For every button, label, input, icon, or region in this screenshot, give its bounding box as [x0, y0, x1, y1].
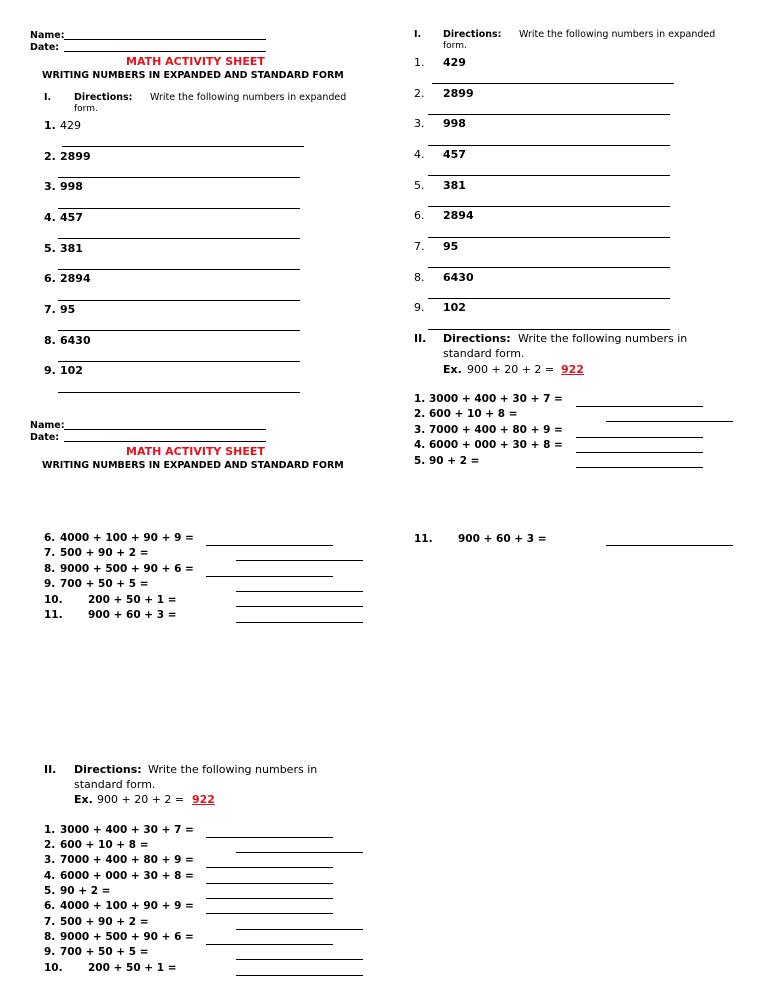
answer-line[interactable]	[236, 591, 363, 592]
item-number: 2.	[414, 87, 425, 100]
answer-line[interactable]	[428, 114, 670, 115]
eq-expression: 900 + 60 + 3 =	[88, 609, 177, 621]
answer-line[interactable]	[62, 146, 304, 147]
eq-expression: 3000 + 400 + 30 + 7 =	[429, 393, 563, 405]
item-number: 4.	[414, 148, 425, 161]
answer-line[interactable]	[428, 267, 670, 268]
item-value: 381	[60, 242, 83, 255]
item-value: 457	[60, 211, 83, 224]
part1-directions-text-2: form.	[74, 104, 98, 114]
eq-expression: 7000 + 400 + 80 + 9 =	[60, 854, 194, 866]
item-value: 95	[443, 240, 459, 253]
date-line[interactable]	[64, 51, 266, 52]
part2-directions-text: Write the following numbers in	[518, 332, 688, 345]
answer-line[interactable]	[606, 545, 733, 546]
answer-line[interactable]	[576, 437, 703, 438]
eq-number: 7.	[44, 547, 56, 559]
eq-number: 4.	[44, 870, 56, 882]
sheet-subtitle: WRITING NUMBERS IN EXPANDED AND STANDARD FORM	[42, 460, 344, 471]
item-value: 2899	[443, 87, 474, 100]
eq-number: 8.	[44, 931, 56, 943]
answer-line[interactable]	[576, 467, 703, 468]
item-number: 6.	[414, 209, 425, 222]
eq-number: 1.	[44, 824, 56, 836]
eq-expression: 4000 + 100 + 90 + 9 =	[60, 900, 194, 912]
date-line[interactable]	[64, 441, 266, 442]
item-value: 6430	[60, 334, 91, 347]
example-expression: 900 + 20 + 2 =	[467, 363, 555, 376]
answer-line[interactable]	[206, 576, 333, 577]
part2-roman: II.	[414, 332, 427, 345]
name-label: Name:	[30, 30, 65, 41]
eq-expression: 4000 + 100 + 90 + 9 =	[60, 532, 194, 544]
item-number: 3.	[414, 117, 425, 130]
item-number: 8.	[44, 334, 56, 347]
name-line[interactable]	[64, 429, 266, 430]
item-value: 429	[60, 119, 81, 132]
eq-number: 5.	[44, 885, 56, 897]
item-number: 9.	[414, 301, 425, 314]
answer-line[interactable]	[236, 622, 363, 623]
eq-expression: 600 + 10 + 8 =	[429, 408, 518, 420]
part2-directions-text-2: standard form.	[74, 778, 156, 791]
item-number: 4.	[44, 211, 56, 224]
date-label: Date:	[30, 432, 60, 443]
item-number: 1.	[44, 119, 56, 132]
sheet-title: MATH ACTIVITY SHEET	[126, 55, 265, 68]
eq-expression: 700 + 50 + 5 =	[60, 946, 149, 958]
item-value: 102	[60, 364, 83, 377]
eq-number: 8.	[44, 563, 56, 575]
eq-expression: 900 + 60 + 3 =	[458, 533, 547, 545]
eq-expression: 500 + 90 + 2 =	[60, 547, 149, 559]
eq-expression: 90 + 2 =	[60, 885, 111, 897]
eq-expression: 600 + 10 + 8 =	[60, 839, 149, 851]
part1-roman: I.	[414, 29, 422, 40]
example-label: Ex.	[443, 363, 462, 376]
answer-line[interactable]	[236, 606, 363, 607]
sheet-title: MATH ACTIVITY SHEET	[126, 445, 265, 458]
item-number: 1.	[414, 56, 425, 69]
answer-line[interactable]	[58, 361, 300, 362]
answer-line[interactable]	[58, 269, 300, 270]
item-value: 2894	[443, 209, 474, 222]
item-number: 3.	[44, 180, 56, 193]
eq-number: 5.	[414, 455, 426, 467]
item-number: 7.	[414, 240, 425, 253]
part1-roman: I.	[44, 92, 52, 103]
eq-number: 6.	[44, 900, 56, 912]
eq-expression: 200 + 50 + 1 =	[88, 594, 177, 606]
eq-expression: 500 + 90 + 2 =	[60, 916, 149, 928]
eq-number: 10.	[44, 594, 63, 606]
answer-line[interactable]	[236, 929, 363, 930]
eq-number: 7.	[44, 916, 56, 928]
eq-number: 6.	[44, 532, 56, 544]
item-value: 429	[443, 56, 466, 69]
answer-line[interactable]	[606, 421, 733, 422]
part1-directions-text-2: form.	[443, 41, 467, 51]
item-value: 6430	[443, 271, 474, 284]
item-number: 8.	[414, 271, 425, 284]
answer-line[interactable]	[576, 452, 703, 453]
answer-line[interactable]	[58, 208, 300, 209]
name-label: Name:	[30, 420, 65, 431]
answer-line[interactable]	[236, 852, 363, 853]
answer-line[interactable]	[576, 406, 703, 407]
part2-roman: II.	[44, 763, 57, 776]
eq-expression: 700 + 50 + 5 =	[60, 578, 149, 590]
part2-directions-label: Directions:	[74, 763, 142, 776]
example-label: Ex.	[74, 793, 93, 806]
answer-line[interactable]	[58, 392, 300, 393]
item-number: 5.	[44, 242, 56, 255]
item-number: 2.	[44, 150, 56, 163]
answer-line[interactable]	[428, 237, 670, 238]
answer-line[interactable]	[428, 206, 670, 207]
item-value: 457	[443, 148, 466, 161]
item-number: 9.	[44, 364, 56, 377]
part1-directions-label: Directions:	[443, 29, 502, 40]
answer-line[interactable]	[428, 145, 670, 146]
answer-line[interactable]	[58, 300, 300, 301]
eq-expression: 9000 + 500 + 90 + 6 =	[60, 931, 194, 943]
eq-number: 2.	[414, 408, 426, 420]
item-number: 5.	[414, 179, 425, 192]
answer-line[interactable]	[236, 959, 363, 960]
answer-line[interactable]	[206, 837, 333, 838]
part1-directions-label: Directions:	[74, 92, 133, 103]
answer-line[interactable]	[428, 298, 670, 299]
answer-line[interactable]	[58, 238, 300, 239]
item-number: 6.	[44, 272, 56, 285]
eq-number: 9.	[44, 946, 56, 958]
example-answer: 922	[192, 793, 215, 806]
eq-expression: 7000 + 400 + 80 + 9 =	[429, 424, 563, 436]
eq-expression: 9000 + 500 + 90 + 6 =	[60, 563, 194, 575]
eq-number: 10.	[44, 962, 63, 974]
eq-expression: 200 + 50 + 1 =	[88, 962, 177, 974]
item-value: 102	[443, 301, 466, 314]
answer-line[interactable]	[432, 83, 674, 84]
part1-directions-text: Write the following numbers in expanded	[150, 92, 347, 103]
eq-number: 3.	[44, 854, 56, 866]
eq-number: 11.	[414, 533, 433, 545]
item-value: 998	[443, 117, 466, 130]
part2-directions-text-2: standard form.	[443, 347, 525, 360]
answer-line[interactable]	[428, 175, 670, 176]
answer-line[interactable]	[58, 177, 300, 178]
answer-line[interactable]	[236, 975, 363, 976]
eq-number: 9.	[44, 578, 56, 590]
answer-line[interactable]	[206, 944, 333, 945]
item-value: 381	[443, 179, 466, 192]
part2-directions-label: Directions:	[443, 332, 511, 345]
eq-number: 2.	[44, 839, 56, 851]
item-value: 95	[60, 303, 76, 316]
part1-directions-text: Write the following numbers in expanded	[519, 29, 716, 40]
eq-number: 3.	[414, 424, 426, 436]
answer-line[interactable]	[58, 330, 300, 331]
example-answer: 922	[561, 363, 584, 376]
answer-line[interactable]	[236, 560, 363, 561]
answer-line[interactable]	[206, 545, 333, 546]
item-value: 998	[60, 180, 83, 193]
item-value: 2899	[60, 150, 91, 163]
eq-expression: 3000 + 400 + 30 + 7 =	[60, 824, 194, 836]
eq-expression: 6000 + 000 + 30 + 8 =	[429, 439, 563, 451]
answer-line[interactable]	[206, 913, 333, 914]
example-expression: 900 + 20 + 2 =	[97, 793, 185, 806]
eq-number: 1.	[414, 393, 426, 405]
item-number: 7.	[44, 303, 56, 316]
eq-expression: 6000 + 000 + 30 + 8 =	[60, 870, 194, 882]
date-label: Date:	[30, 42, 60, 53]
answer-line[interactable]	[206, 898, 333, 899]
answer-line[interactable]	[428, 329, 670, 330]
answer-line[interactable]	[206, 883, 333, 884]
eq-number: 4.	[414, 439, 426, 451]
item-value: 2894	[60, 272, 91, 285]
part2-directions-text: Write the following numbers in	[148, 763, 318, 776]
sheet-subtitle: WRITING NUMBERS IN EXPANDED AND STANDARD FORM	[42, 70, 344, 81]
eq-expression: 90 + 2 =	[429, 455, 480, 467]
eq-number: 11.	[44, 609, 63, 621]
answer-line[interactable]	[206, 867, 333, 868]
name-line[interactable]	[64, 39, 266, 40]
